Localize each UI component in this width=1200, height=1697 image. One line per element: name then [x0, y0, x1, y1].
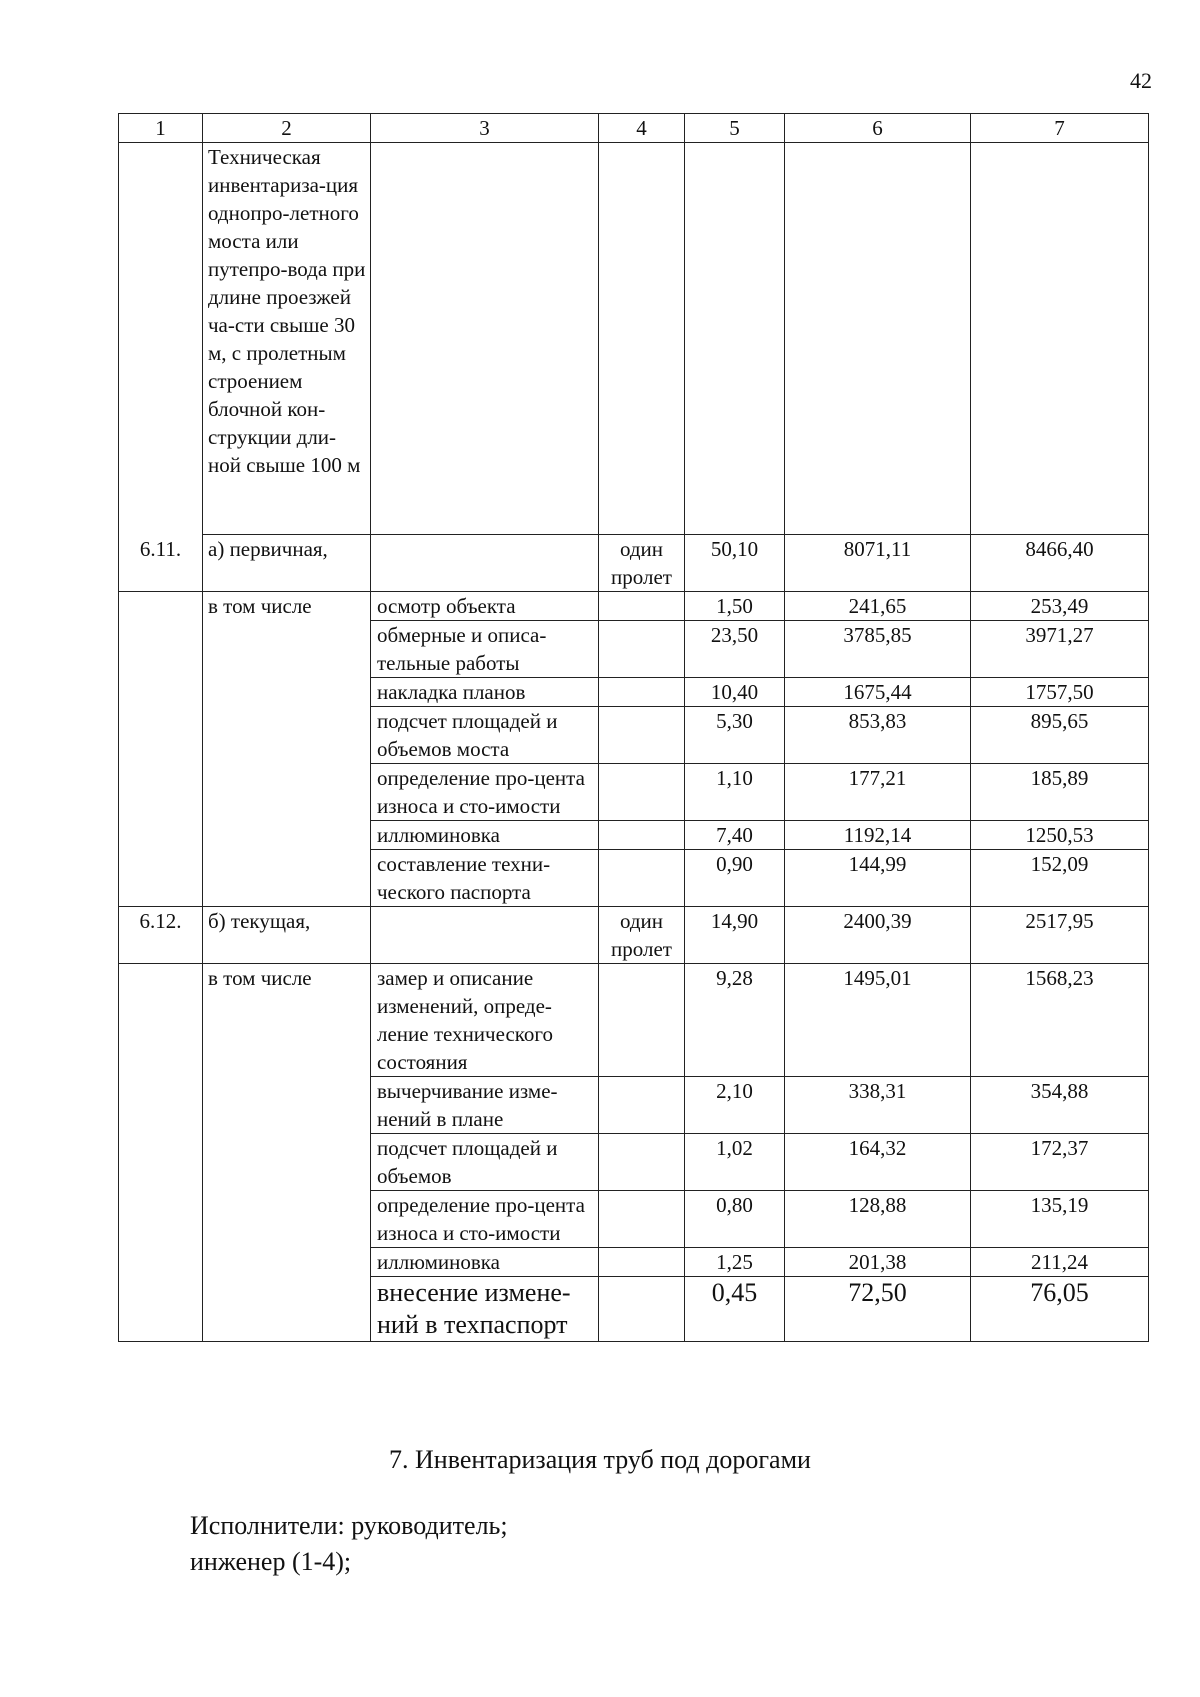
unit: [599, 678, 685, 707]
value-col6: 1192,14: [785, 821, 971, 850]
item-name: б) текущая,: [203, 907, 371, 964]
column-header: 7: [971, 114, 1149, 143]
value-col5: 0,90: [685, 850, 785, 907]
value-col7: 185,89: [971, 764, 1149, 821]
value-col7: 152,09: [971, 850, 1149, 907]
item-number: [119, 592, 203, 907]
work-type: внесение измене-ний в техпаспорт: [371, 1277, 599, 1342]
value-col6: 128,88: [785, 1191, 971, 1248]
value-col5: 1,50: [685, 592, 785, 621]
work-type: обмерные и описа-тельные работы: [371, 621, 599, 678]
work-type: накладка планов: [371, 678, 599, 707]
work-type: определение про-цента износа и сто-имости: [371, 1191, 599, 1248]
work-type: [371, 907, 599, 964]
value-col6: 201,38: [785, 1248, 971, 1277]
value-col7: 135,19: [971, 1191, 1149, 1248]
tariff-table: [118, 113, 1149, 1342]
unit: [599, 1277, 685, 1342]
column-header: 6: [785, 114, 971, 143]
work-type: иллюминовка: [371, 1248, 599, 1277]
value-col6: 338,31: [785, 1077, 971, 1134]
value-col6: 241,65: [785, 592, 971, 621]
table-row: [119, 592, 1149, 621]
section-title: 7. Инвентаризация труб под дорогами: [389, 1445, 811, 1474]
value-col5: 50,10: [685, 535, 785, 592]
table-cell: [685, 143, 785, 535]
executors-line: Исполнители: руководитель;: [190, 1511, 508, 1540]
work-type: подсчет площадей и объемов: [371, 1134, 599, 1191]
value-col7: 1250,53: [971, 821, 1149, 850]
table-row: [119, 907, 1149, 964]
work-type: определение про-цента износа и сто-имости: [371, 764, 599, 821]
unit: один пролет: [599, 907, 685, 964]
column-header: 2: [203, 114, 371, 143]
value-col6: 1675,44: [785, 678, 971, 707]
unit: [599, 764, 685, 821]
value-col7: 8466,40: [971, 535, 1149, 592]
column-header: 3: [371, 114, 599, 143]
item-name: в том числе: [203, 592, 371, 907]
unit: [599, 707, 685, 764]
value-col7: 354,88: [971, 1077, 1149, 1134]
unit: [599, 850, 685, 907]
work-type: замер и описание изменений, опреде-ление технического состояния: [371, 964, 599, 1077]
table-cell: [785, 143, 971, 535]
value-col7: 172,37: [971, 1134, 1149, 1191]
value-col5: 0,45: [685, 1277, 785, 1342]
table-cell: [371, 143, 599, 535]
item-name: в том числе: [203, 964, 371, 1342]
value-col5: 2,10: [685, 1077, 785, 1134]
work-type: подсчет площадей и объемов моста: [371, 707, 599, 764]
value-col5: 9,28: [685, 964, 785, 1077]
value-col6: 177,21: [785, 764, 971, 821]
value-col7: 211,24: [971, 1248, 1149, 1277]
item-number: 6.11.: [119, 535, 203, 592]
value-col7: 253,49: [971, 592, 1149, 621]
value-col6: 2400,39: [785, 907, 971, 964]
work-type: вычерчивание изме-нений в плане: [371, 1077, 599, 1134]
value-col6: 3785,85: [785, 621, 971, 678]
unit: [599, 964, 685, 1077]
value-col5: 5,30: [685, 707, 785, 764]
value-col7: 895,65: [971, 707, 1149, 764]
work-type: составление техни-ческого паспорта: [371, 850, 599, 907]
unit: [599, 1077, 685, 1134]
column-header: 5: [685, 114, 785, 143]
unit: [599, 1191, 685, 1248]
intro-text-cell: Техническая инвентариза-ция однопро-летного моста или путепро-вода при длине проезжей ча-сти свыше 30 м, с пролетным строением блочной кон-струкции дли-ной свыше 100 м: [203, 143, 371, 535]
value-col5: 1,10: [685, 764, 785, 821]
value-col7: 3971,27: [971, 621, 1149, 678]
value-col6: 1495,01: [785, 964, 971, 1077]
value-col5: 10,40: [685, 678, 785, 707]
value-col5: 23,50: [685, 621, 785, 678]
value-col6: 144,99: [785, 850, 971, 907]
unit: [599, 1134, 685, 1191]
work-type: иллюминовка: [371, 821, 599, 850]
value-col6: 164,32: [785, 1134, 971, 1191]
item-number: [119, 964, 203, 1342]
column-header: 1: [119, 114, 203, 143]
value-col6: 8071,11: [785, 535, 971, 592]
value-col5: 7,40: [685, 821, 785, 850]
value-col7: 76,05: [971, 1277, 1149, 1342]
page-number: 42: [1130, 68, 1152, 93]
unit: [599, 821, 685, 850]
value-col7: 1757,50: [971, 678, 1149, 707]
unit: [599, 1248, 685, 1277]
executors-line: инженер (1-4);: [190, 1547, 352, 1576]
value-col5: 14,90: [685, 907, 785, 964]
value-col7: 1568,23: [971, 964, 1149, 1077]
table-cell: [599, 143, 685, 535]
table-cell: [119, 143, 203, 535]
unit: [599, 621, 685, 678]
value-col5: 1,25: [685, 1248, 785, 1277]
value-col6: 853,83: [785, 707, 971, 764]
item-name: а) первичная,: [203, 535, 371, 592]
column-header: 4: [599, 114, 685, 143]
table-row: [119, 964, 1149, 1077]
value-col7: 2517,95: [971, 907, 1149, 964]
value-col6: 72,50: [785, 1277, 971, 1342]
unit: один пролет: [599, 535, 685, 592]
work-type: осмотр объекта: [371, 592, 599, 621]
table-row: [119, 535, 1149, 592]
value-col5: 1,02: [685, 1134, 785, 1191]
value-col5: 0,80: [685, 1191, 785, 1248]
table-cell: [971, 143, 1149, 535]
table-header-row: [119, 114, 1149, 143]
work-type: [371, 535, 599, 592]
intro-row: [119, 143, 1149, 535]
unit: [599, 592, 685, 621]
executors-block: [190, 1508, 508, 1580]
item-number: 6.12.: [119, 907, 203, 964]
